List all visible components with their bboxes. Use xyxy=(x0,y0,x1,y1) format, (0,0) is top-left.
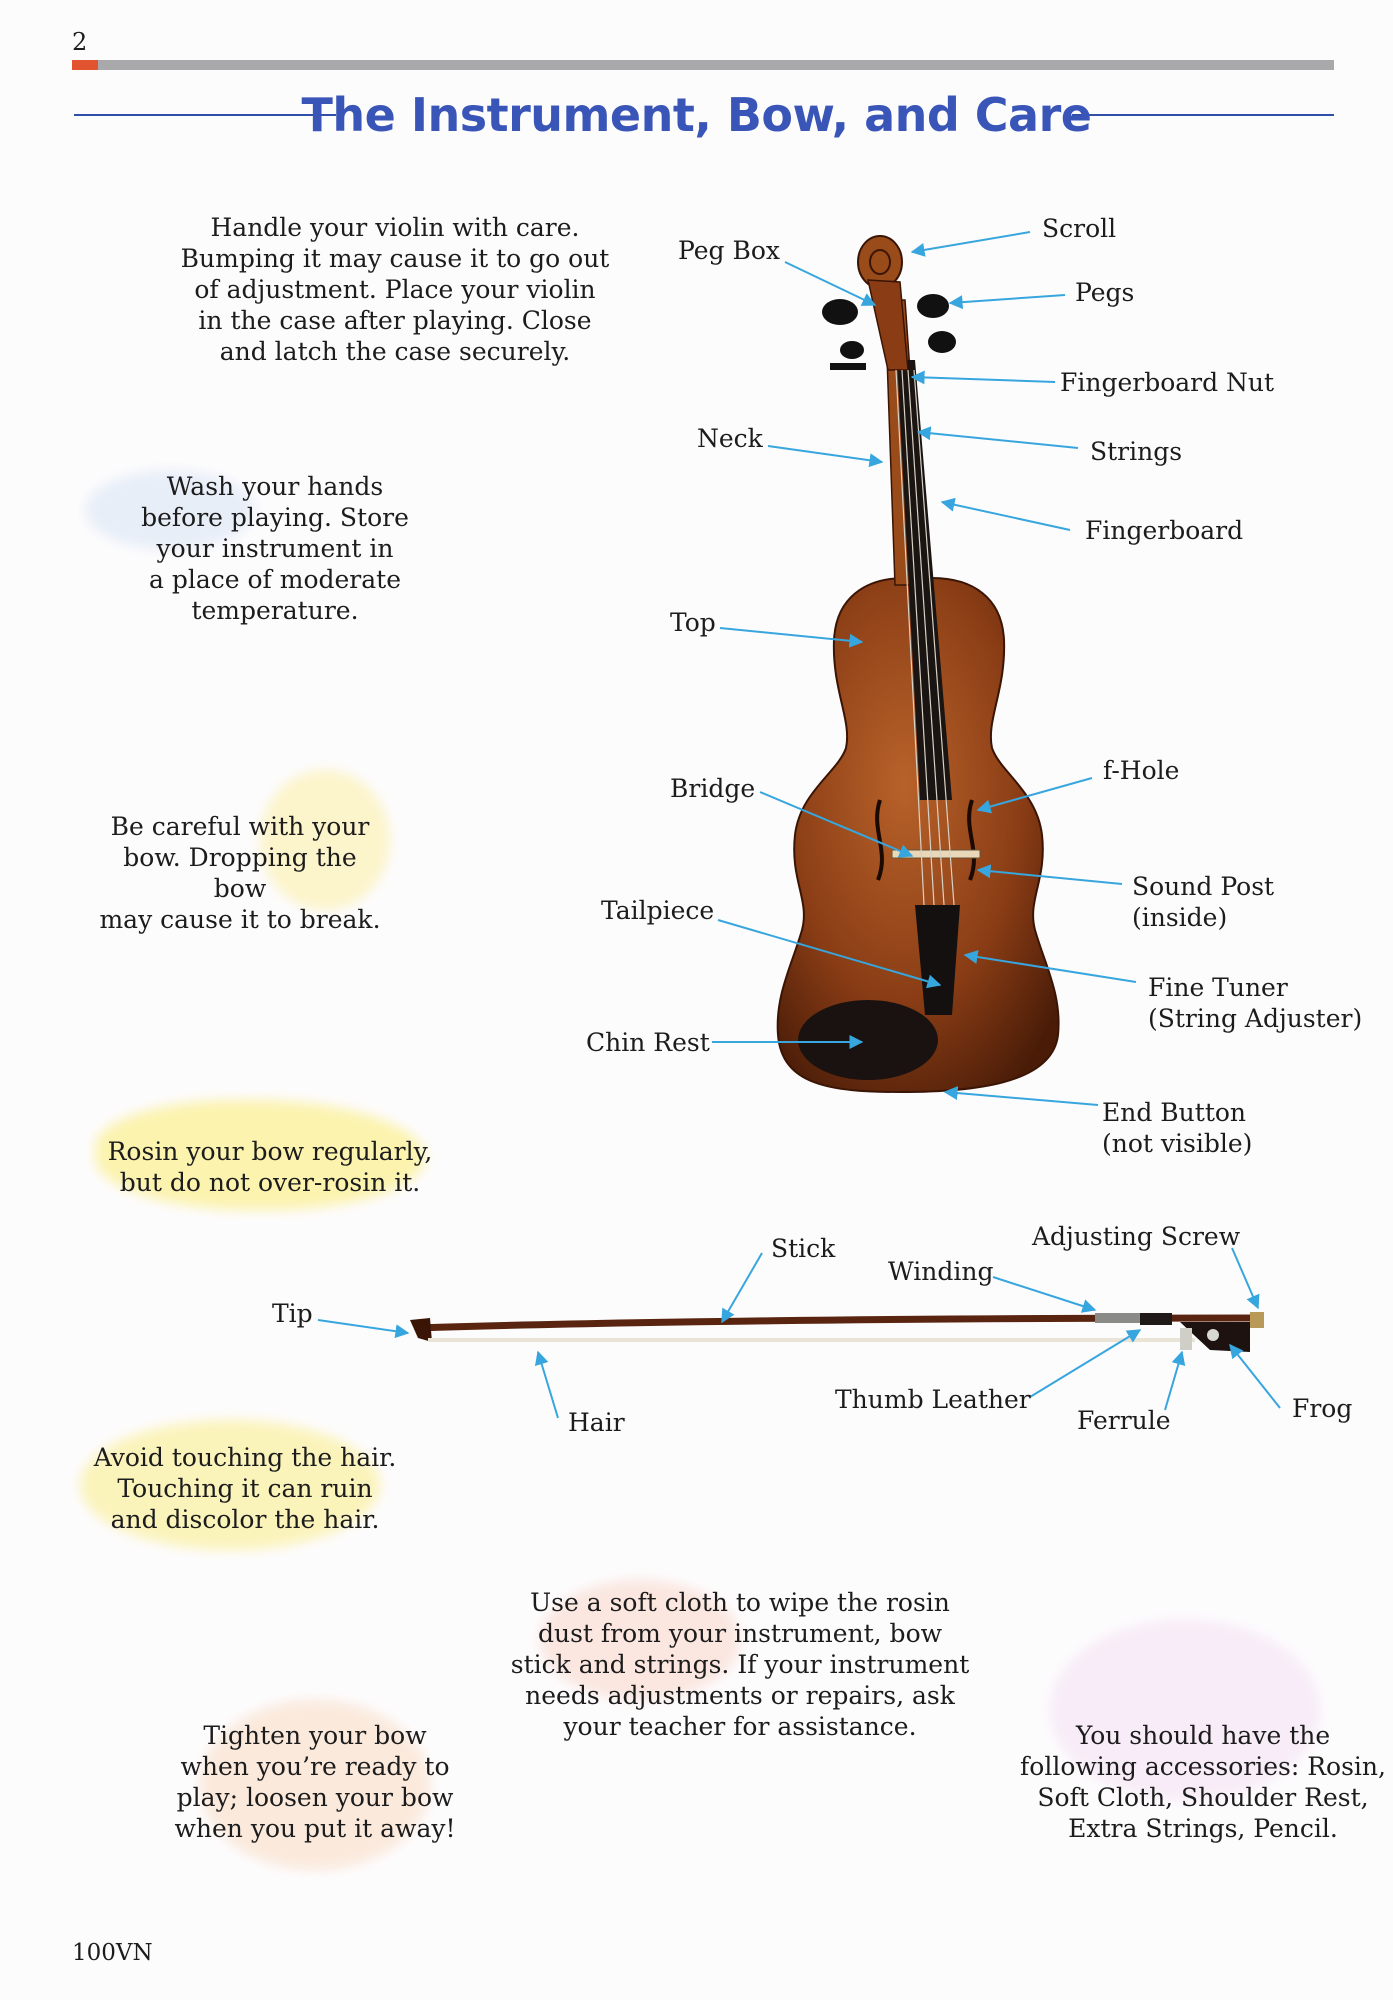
tip-line: Rosin your bow regularly, xyxy=(107,1137,433,1166)
label-top: Top xyxy=(670,608,716,637)
arrow-strings xyxy=(918,432,1078,448)
label-line: End Button xyxy=(1102,1098,1247,1127)
page-number: 2 xyxy=(72,28,88,56)
arrow-frog xyxy=(1230,1345,1280,1408)
label-line: (inside) xyxy=(1132,903,1228,932)
arrow-pegs xyxy=(950,295,1065,303)
tip-line: Avoid touching the hair. xyxy=(93,1443,397,1472)
label-pegs: Pegs xyxy=(1075,278,1135,307)
tip-line: Touching it can ruin xyxy=(117,1474,373,1503)
label-peg-box: Peg Box xyxy=(678,236,780,265)
label-ferrule: Ferrule xyxy=(1077,1406,1171,1435)
tip-line: Soft Cloth, Shoulder Rest, xyxy=(1037,1783,1369,1812)
arrow-fingerboard-nut xyxy=(912,377,1055,382)
label-line: (String Adjuster) xyxy=(1148,1004,1363,1033)
tip-line: following accessories: Rosin, xyxy=(1020,1752,1386,1781)
arrow-ferrule xyxy=(1165,1352,1182,1410)
label-hair: Hair xyxy=(568,1408,625,1437)
violin-peg xyxy=(928,331,956,353)
label-fingerboard: Fingerboard xyxy=(1085,516,1244,545)
page-title: The Instrument, Bow, and Care xyxy=(301,88,1092,142)
tip-line: Tighten your bow xyxy=(203,1721,427,1750)
violin-peg xyxy=(917,294,949,318)
tip-handle-with-care xyxy=(175,212,615,367)
label-fingerboard-nut: Fingerboard Nut xyxy=(1060,368,1275,397)
label-tip: Tip xyxy=(272,1299,313,1328)
tip-line: may cause it to break. xyxy=(99,905,381,934)
tip-line: Be careful with your xyxy=(110,812,370,841)
tip-line: stick and strings. If your instrument xyxy=(510,1650,970,1679)
tip-tighten-bow xyxy=(170,1720,460,1844)
tip-line: You should have the xyxy=(1075,1721,1331,1750)
tip-line: and latch the case securely. xyxy=(219,337,571,366)
tip-careful-bow xyxy=(95,811,385,935)
bow-ferrule xyxy=(1180,1328,1192,1350)
label-chin-rest: Chin Rest xyxy=(586,1028,710,1057)
violin-peg xyxy=(822,299,858,325)
tip-line: Bumping it may cause it to go out xyxy=(180,244,610,273)
tip-line: your teacher for assistance. xyxy=(563,1712,917,1741)
tip-line: but do not over-rosin it. xyxy=(119,1168,421,1197)
tip-line: dust from your instrument, bow xyxy=(537,1619,943,1648)
label-strings: Strings xyxy=(1090,437,1183,466)
footer-code: 100VN xyxy=(72,1940,153,1966)
violin-peg xyxy=(840,341,864,359)
tip-line: Handle your violin with care. xyxy=(210,213,580,242)
arrow-adjusting-screw xyxy=(1232,1248,1258,1308)
violin-chin-rest xyxy=(798,1000,938,1080)
tip-line: temperature. xyxy=(191,596,359,625)
tip-line: needs adjustments or repairs, ask xyxy=(525,1681,955,1710)
label-tailpiece: Tailpiece xyxy=(601,896,715,925)
tip-accessories xyxy=(1018,1720,1388,1844)
label-bridge: Bridge xyxy=(670,774,756,803)
arrow-hair xyxy=(538,1352,558,1418)
label-sound-post xyxy=(1132,871,1274,933)
arrow-stick xyxy=(722,1253,762,1322)
tip-line: in the case after playing. Close xyxy=(198,306,592,335)
tip-avoid-hair xyxy=(90,1442,400,1535)
tip-line: when you put it away! xyxy=(174,1814,456,1843)
label-f-hole: f-Hole xyxy=(1103,756,1180,785)
bow-adjusting-screw xyxy=(1250,1312,1264,1328)
tip-line: Extra Strings, Pencil. xyxy=(1068,1814,1338,1843)
label-fine-tuner xyxy=(1148,972,1362,1034)
label-adjusting-screw: Adjusting Screw xyxy=(1032,1222,1241,1251)
tip-line: and discolor the hair. xyxy=(110,1505,380,1534)
label-line: (not visible) xyxy=(1102,1129,1253,1158)
arrow-tip xyxy=(318,1320,408,1333)
arrow-end-button xyxy=(945,1092,1098,1105)
tip-line: your instrument in xyxy=(156,534,394,563)
tip-line: Wash your hands xyxy=(166,472,384,501)
label-frog: Frog xyxy=(1292,1394,1353,1423)
tip-line: a place of moderate xyxy=(148,565,401,594)
tip-wash-hands xyxy=(140,471,410,626)
tip-soft-cloth xyxy=(510,1587,970,1742)
tip-rosin-bow xyxy=(105,1136,435,1198)
arrow-scroll xyxy=(912,232,1030,252)
arrow-winding xyxy=(993,1277,1095,1310)
label-scroll: Scroll xyxy=(1042,214,1117,243)
bow-thumb-leather xyxy=(1140,1313,1172,1325)
label-neck: Neck xyxy=(697,424,763,453)
label-line: Fine Tuner xyxy=(1148,973,1288,1002)
violin-pegbox xyxy=(868,280,908,370)
label-winding: Winding xyxy=(888,1257,994,1286)
tip-line: Use a soft cloth to wipe the rosin xyxy=(530,1588,950,1617)
label-stick: Stick xyxy=(771,1234,836,1263)
tip-line: bow. Dropping the bow xyxy=(123,843,357,903)
tip-line: of adjustment. Place your violin xyxy=(194,275,596,304)
tip-line: before playing. Store xyxy=(141,503,409,532)
tip-line: when you’re ready to xyxy=(180,1752,450,1781)
label-thumb-leather: Thumb Leather xyxy=(835,1385,1031,1414)
label-line: Sound Post xyxy=(1132,872,1275,901)
arrow-fingerboard xyxy=(942,502,1070,530)
tip-line: play; loosen your bow xyxy=(176,1783,454,1812)
label-end-button xyxy=(1102,1097,1252,1159)
arrow-neck xyxy=(768,446,882,462)
